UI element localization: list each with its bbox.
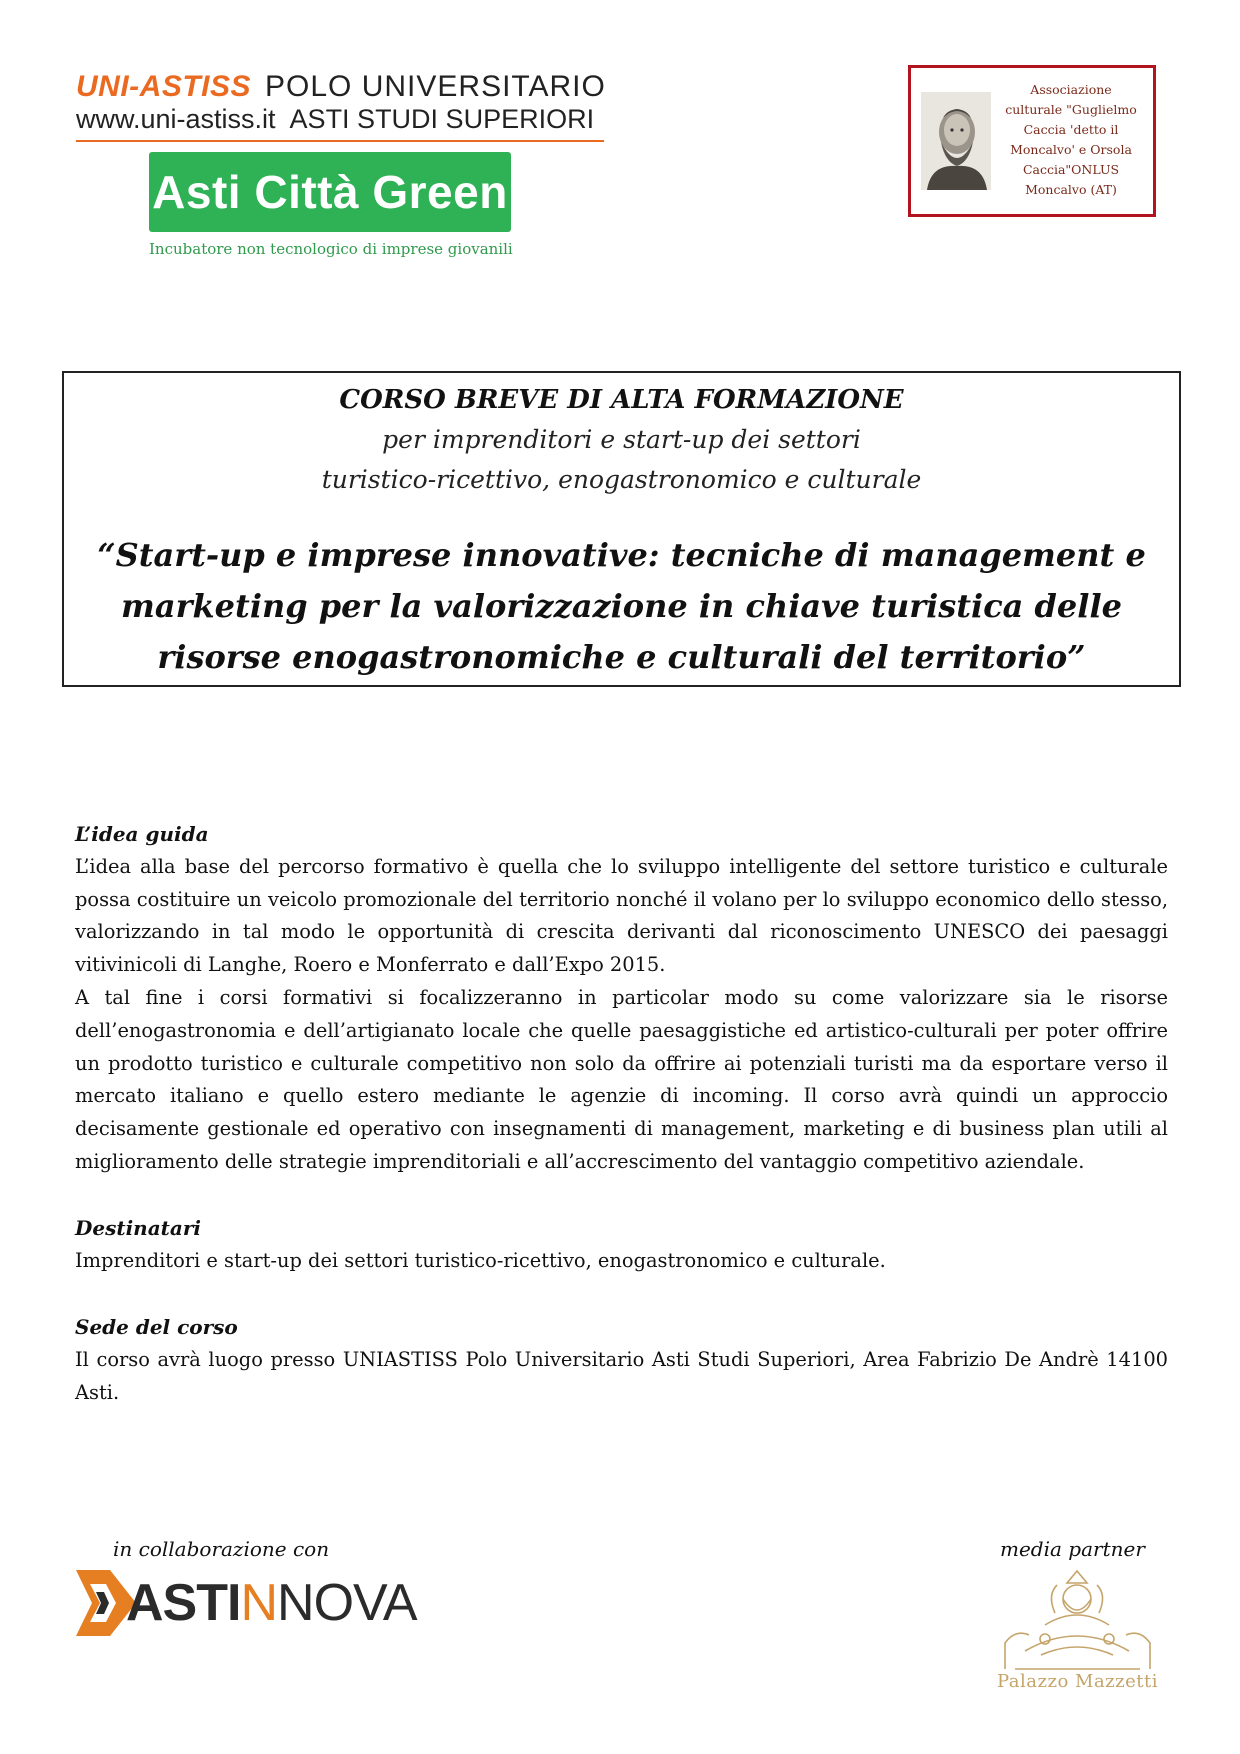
idea-paragraph-2: A tal fine i corsi formativi si focalizzeranno in particolar modo su come valorizzare sia le risorse dell’enogastronomia e dell’artigianato locale che quelle paesaggistiche ed artistico-culturali per poter offrire un prodotto turistico e culturale competitivo non solo da offrire ai potenziali turisti ma da esportare verso il mercato italiano e quello estero mediante le agenzie di incoming. Il corso avrà quindi un approccio decisamente gestionale ed operativo con insegnamenti di management, marketing e di business plan utili al miglioramento delle strategie imprenditoriali e all’accrescimento del vantaggio competitivo aziendale. [75, 985, 1168, 1173]
course-title-box [62, 371, 1181, 687]
association-logo-box [908, 65, 1156, 217]
section-idea-guida [75, 818, 1168, 1179]
uni-astiss-brand: UNI-ASTISS [76, 70, 252, 103]
idea-paragraph-1: L’idea alla base del percorso formativo è quella che lo sviluppo intelligente del settore turistico e culturale possa costituire un veicolo promozionale del territorio nonché il volano per lo sviluppo economico dello stesso, valorizzando in tal modo le opportunità di crescita derivanti dal riconoscimento UNESCO dei paesaggi vitivinicoli di Langhe, Roero e Monferrato e dall’Expo 2015. [75, 854, 1168, 977]
collaboration-label: in collaborazione con [113, 1537, 330, 1561]
sede-heading: Sede del corso [75, 1315, 238, 1339]
portrait-engraving-icon [921, 92, 991, 190]
destinatari-heading: Destinatari [75, 1216, 201, 1240]
green-tagline: Incubatore non tecnologico di imprese giovanili [149, 240, 513, 258]
astinnova-wordmark: ASTINNOVA [126, 1574, 417, 1632]
polo-universitario-text: POLO UNIVERSITARIO [265, 70, 606, 103]
course-title: CORSO BREVE DI ALTA FORMAZIONE [339, 385, 904, 415]
course-subtitle-line2: turistico-ricettivo, enogastronomico e culturale [321, 465, 922, 494]
section-sede [75, 1311, 1168, 1409]
uni-astiss-url[interactable]: www.uni-astiss.it [76, 104, 276, 134]
palazzo-crest-icon [985, 1565, 1170, 1670]
asti-studi-superiori-text: ASTI STUDI SUPERIORI [289, 104, 595, 134]
media-partner-label: media partner [1000, 1537, 1145, 1561]
course-subtitle-line1: per imprenditori e start-up dei settori [382, 425, 861, 454]
astinnova-logo [76, 1568, 417, 1638]
asti-citta-green-text: Asti Città Green [152, 166, 508, 218]
section-destinatari [75, 1212, 1168, 1278]
logo-underline [76, 140, 604, 142]
course-quote-title: “Start-up e imprese innovative: tecniche di management e marketing per la valorizzazione in chiave turistica delle risorse enogastronomiche e culturali del territorio” [97, 536, 1146, 676]
asti-citta-green-logo [149, 152, 511, 232]
palazzo-mazzetti-text: Palazzo Mazzetti [996, 1671, 1159, 1692]
destinatari-body: Imprenditori e start-up dei settori turistico-ricettivo, enogastronomico e culturale. [75, 1248, 886, 1272]
association-text: Associazione culturale "Guglielmo Caccia 'detto il Moncalvo' e Orsola Caccia"ONLUS Moncalvo (AT) [1005, 82, 1137, 197]
idea-heading: L’idea guida [75, 822, 209, 846]
sede-body: Il corso avrà luogo presso UNIASTISS Polo Universitario Asti Studi Superiori, Area Fabrizio De Andrè 14100 Asti. [75, 1347, 1168, 1404]
palazzo-mazzetti-logo [985, 1565, 1170, 1705]
uni-astiss-logo [76, 70, 606, 145]
